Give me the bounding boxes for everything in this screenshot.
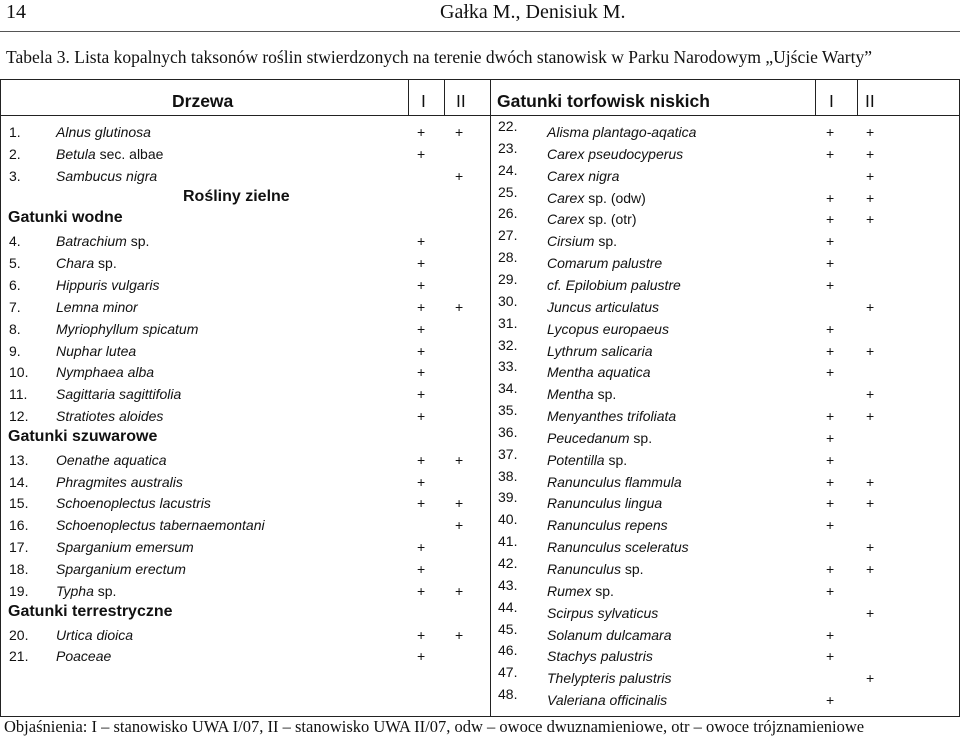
row-number: 10. [9,364,29,381]
site-ii-presence: + [455,298,464,315]
row-number: 7. [9,298,21,315]
taxon-latin-name: Lycopus europaeus [547,320,669,337]
row-number: 33. [498,358,518,375]
site-ii-presence: + [866,386,875,403]
taxon-latin-name: Ranunculus repens [547,517,668,534]
taxon-name [56,320,198,338]
taxon-name-suffix: sp. [593,386,617,403]
taxon-latin-name: Valeriana officinalis [547,692,668,709]
left-col-ii-header: II [456,91,466,111]
site-i-presence: + [826,692,835,709]
row-number: 37. [498,445,518,462]
left-col-i-header: I [421,91,426,111]
taxon-name [547,604,658,622]
left-col-divider-2 [444,79,445,115]
right-col-divider-2 [857,79,858,115]
row-number: 1. [9,124,21,140]
taxon-latin-name: Rumex [547,582,592,599]
taxon-latin-name: Carex [547,211,585,228]
site-ii-presence: + [866,561,875,577]
taxon-latin-name: Stratiotes aloides [56,408,164,425]
site-i-presence: + [417,626,426,643]
row-number: 35. [498,402,518,419]
taxon-latin-name: cf. Epilobium palustre [547,276,681,293]
site-i-presence: + [417,276,426,293]
taxon-name [547,342,653,360]
taxon-name [547,494,662,512]
taxon-latin-name: Carex nigra [547,167,620,184]
taxon-name [56,232,149,250]
site-ii-presence: + [455,582,464,599]
taxon-name [547,429,652,447]
taxon-name [547,254,662,272]
site-ii-presence: + [866,408,875,425]
taxon-latin-name: Lemna minor [56,298,138,315]
taxon-latin-name: Sagittaria sagittifolia [56,386,182,403]
taxon-name [56,516,265,534]
site-i-presence: + [417,451,426,468]
header-rule [0,31,960,32]
taxon-name [547,210,636,228]
row-number: 30. [498,292,518,309]
taxon-latin-name: Nymphaea alba [56,364,155,381]
taxon-latin-name: Comarum palustre [547,255,663,272]
row-number: 19. [9,582,29,599]
site-i-presence: + [826,211,835,228]
taxon-name [56,276,159,294]
taxon-name [547,626,672,644]
row-number: 47. [498,664,518,681]
taxon-name [56,298,138,316]
taxon-name [56,560,186,578]
row-number: 27. [498,227,518,244]
taxon-name-suffix: sp. [604,451,628,468]
taxon-latin-name: Carex [547,189,585,206]
taxon-name [56,254,117,272]
row-number: 38. [498,467,518,484]
taxon-latin-name: Carex pseudocyperus [547,145,684,162]
site-ii-presence: + [455,495,464,512]
taxon-latin-name: Urtica dioica [56,626,134,643]
taxon-latin-name: Cirsium [547,233,595,250]
taxon-latin-name: Nuphar lutea [56,342,137,359]
taxon-name [547,385,616,403]
site-i-presence: + [826,429,835,446]
taxon-latin-name: Alisma plantago-aqatica [547,124,697,140]
row-number: 26. [498,205,518,222]
taxon-name [547,538,689,556]
taxon-latin-name: Scirpus sylvaticus [547,604,659,621]
site-ii-presence: + [866,604,875,621]
taxon-name-suffix: sec. albae [95,145,164,162]
taxon-latin-name: Sparganium erectum [56,561,186,577]
site-i-presence: + [417,561,426,577]
row-number: 13. [9,451,29,468]
site-ii-presence: + [455,124,464,140]
site-i-presence: + [826,648,835,665]
herbs-section-heading: Rośliny zielne [183,187,290,205]
taxon-latin-name: Solanum dulcamara [547,626,672,643]
left-col-divider-1 [408,79,409,115]
row-number: 29. [498,270,518,287]
site-i-presence: + [826,189,835,206]
row-number: 17. [9,539,29,556]
site-i-presence: + [826,124,835,140]
site-i-presence: + [417,342,426,359]
taxon-latin-name: Mentha [547,386,594,403]
taxon-name [547,167,619,185]
row-number: 42. [498,555,518,571]
taxon-latin-name: Ranunculus flammula [547,473,682,490]
row-number: 23. [498,139,518,156]
right-col-i-header: I [829,91,834,111]
taxon-name-suffix: sp. (odw) [584,189,646,206]
site-i-presence: + [417,582,426,599]
row-number: 18. [9,561,29,577]
taxon-latin-name: Menyanthes trifoliata [547,408,677,425]
taxon-name [547,189,646,207]
taxon-latin-name: Myriophyllum spicatum [56,320,199,337]
taxon-latin-name: Phragmites australis [56,473,183,490]
row-number: 31. [498,314,518,331]
taxon-name-suffix: sp. [620,561,644,577]
taxon-latin-name: Thelypteris palustris [547,670,672,687]
taxon-name [547,647,653,665]
taxon-latin-name: Oenathe aquatica [56,451,167,468]
page-number: 14 [6,1,26,23]
site-i-presence: + [826,582,835,599]
taxon-name [56,582,116,600]
center-divider [490,79,491,717]
taxon-name [547,145,683,163]
row-number: 36. [498,423,518,440]
row-number: 11. [9,386,28,403]
site-i-presence: + [417,539,426,556]
site-ii-presence: + [455,626,464,643]
right-col-ii-header: II [865,91,875,111]
taxon-latin-name: Sparganium emersum [56,539,194,556]
site-i-presence: + [417,124,426,140]
taxon-name [547,451,627,469]
taxon-name [547,560,644,578]
row-number: 25. [498,183,518,200]
taxon-name [547,298,659,316]
row-number: 43. [498,576,518,593]
row-number: 22. [498,118,518,134]
rush-section-heading: Gatunki szuwarowe [8,427,158,445]
site-i-presence: + [826,255,835,272]
site-ii-presence: + [866,211,875,228]
taxon-name [547,363,651,381]
peat-species-heading: Gatunki torfowisk niskich [497,91,710,111]
aquatic-section-heading: Gatunki wodne [8,209,123,227]
row-number: 16. [9,517,29,534]
row-number: 4. [9,233,21,250]
site-i-presence: + [417,233,426,250]
taxon-latin-name: Juncus articulatus [547,298,660,315]
taxon-name [56,385,181,403]
taxon-name [547,691,667,709]
row-number: 32. [498,336,518,353]
site-ii-presence: + [455,517,464,534]
taxon-name [56,407,163,425]
site-i-presence: + [417,320,426,337]
site-i-presence: + [417,473,426,490]
taxon-latin-name: Batrachium [56,233,127,250]
taxon-name [56,145,163,163]
site-ii-presence: + [455,451,464,468]
taxon-latin-name: Schoenoplectus tabernaemontani [56,517,265,534]
row-number: 28. [498,249,518,266]
taxon-latin-name: Ranunculus lingua [547,495,663,512]
taxon-latin-name: Stachys palustris [547,648,653,665]
site-i-presence: + [826,561,835,577]
site-i-presence: + [826,364,835,381]
row-number: 24. [498,161,518,178]
taxon-name [547,516,668,534]
taxon-latin-name: Poaceae [56,648,112,665]
taxon-name [56,363,154,381]
row-number: 12. [9,408,29,425]
row-number: 48. [498,686,518,703]
taxon-latin-name: Hippuris vulgaris [56,276,160,293]
taxon-name [547,320,669,338]
taxon-name-suffix: sp. [591,582,614,599]
site-ii-presence: + [866,539,875,556]
site-i-presence: + [417,145,426,162]
taxon-latin-name: Typha [56,582,94,599]
table-top-border [0,79,960,80]
taxon-name [547,582,614,600]
taxon-name [56,342,136,360]
row-number: 5. [9,255,21,272]
site-i-presence: + [826,408,835,425]
site-i-presence: + [417,364,426,381]
site-i-presence: + [417,495,426,512]
taxon-name [56,473,183,491]
site-ii-presence: + [866,167,875,184]
taxa-table [0,79,960,717]
row-number: 34. [498,380,518,397]
row-number: 2. [9,145,21,162]
taxon-latin-name: Lythrum salicaria [547,342,653,359]
taxon-latin-name: Mentha aquatica [547,364,651,381]
site-i-presence: + [417,648,426,665]
site-i-presence: + [826,233,835,250]
row-number: 9. [9,342,21,359]
taxon-latin-name: Alnus glutinosa [56,124,151,140]
site-ii-presence: + [866,124,875,140]
running-head-authors: Gałka M., Denisiuk M. [440,1,626,23]
taxon-latin-name: Schoenoplectus lacustris [56,495,211,512]
taxon-latin-name: Chara [56,255,95,272]
site-i-presence: + [826,145,835,162]
site-ii-presence: + [866,670,875,687]
taxon-name-suffix: sp. [629,429,653,446]
site-i-presence: + [417,255,426,272]
taxon-name [547,232,617,250]
taxon-name [547,123,696,141]
taxon-name [547,473,682,491]
taxon-name [547,276,681,294]
site-ii-presence: + [866,189,875,206]
site-i-presence: + [826,495,835,512]
row-number: 21. [9,648,29,665]
site-i-presence: + [826,276,835,293]
taxon-name [56,494,211,512]
site-i-presence: + [417,408,426,425]
taxon-name-suffix: sp. [94,255,117,272]
site-i-presence: + [826,451,835,468]
taxon-latin-name: Ranunculus [547,561,621,577]
row-number: 14. [9,473,29,490]
terrestrial-section-heading: Gatunki terrestryczne [8,602,173,620]
taxon-latin-name: Betula [56,145,96,162]
row-number: 20. [9,626,29,643]
trees-heading: Drzewa [172,91,234,111]
taxon-latin-name: Ranunculus sceleratus [547,539,689,556]
table-left-border [0,79,1,717]
taxon-latin-name: Peucedanum [547,429,630,446]
site-i-presence: + [826,626,835,643]
site-i-presence: + [826,517,835,534]
taxon-latin-name: Potentilla [547,451,605,468]
right-col-divider-1 [815,79,816,115]
row-number: 39. [498,489,518,506]
site-ii-presence: + [866,145,875,162]
taxon-name-suffix: sp. [594,233,618,250]
row-number: 15. [9,495,29,512]
row-number: 3. [9,167,21,184]
row-number: 8. [9,320,21,337]
taxon-name [56,451,167,469]
taxon-name-suffix: sp. [126,233,150,250]
taxon-name [56,647,111,665]
taxon-name-suffix: sp. (otr) [584,211,637,228]
row-number: 45. [498,620,518,637]
row-number: 40. [498,511,518,528]
site-ii-presence: + [866,473,875,490]
taxon-name [547,669,672,687]
site-ii-presence: + [866,342,875,359]
taxon-name [547,407,676,425]
table-footnote: Objaśnienia: I – stanowisko UWA I/07, II – stanowisko UWA II/07, odw – owoce dwuznamieniowe, otr – owoce trójznamieniowe [4,717,865,736]
site-i-presence: + [826,473,835,490]
site-i-presence: + [826,342,835,359]
site-ii-presence: + [866,298,875,315]
site-i-presence: + [826,320,835,337]
site-ii-presence: + [455,167,464,184]
taxon-name [56,123,151,141]
taxon-name-suffix: sp. [93,582,117,599]
taxon-name [56,538,194,556]
site-i-presence: + [417,298,426,315]
row-number: 46. [498,642,518,659]
table-header-border [0,115,960,116]
site-ii-presence: + [866,495,875,512]
taxon-name [56,626,133,644]
row-number: 44. [498,598,518,615]
taxon-latin-name: Sambucus nigra [56,167,158,184]
taxon-name [56,167,157,185]
table-caption: Tabela 3. Lista kopalnych taksonów roślin stwierdzonych na terenie dwóch stanowisk w Parku Narodowym „Ujście Warty” [6,47,872,67]
row-number: 41. [498,533,518,550]
row-number: 6. [9,276,21,293]
site-i-presence: + [417,386,426,403]
